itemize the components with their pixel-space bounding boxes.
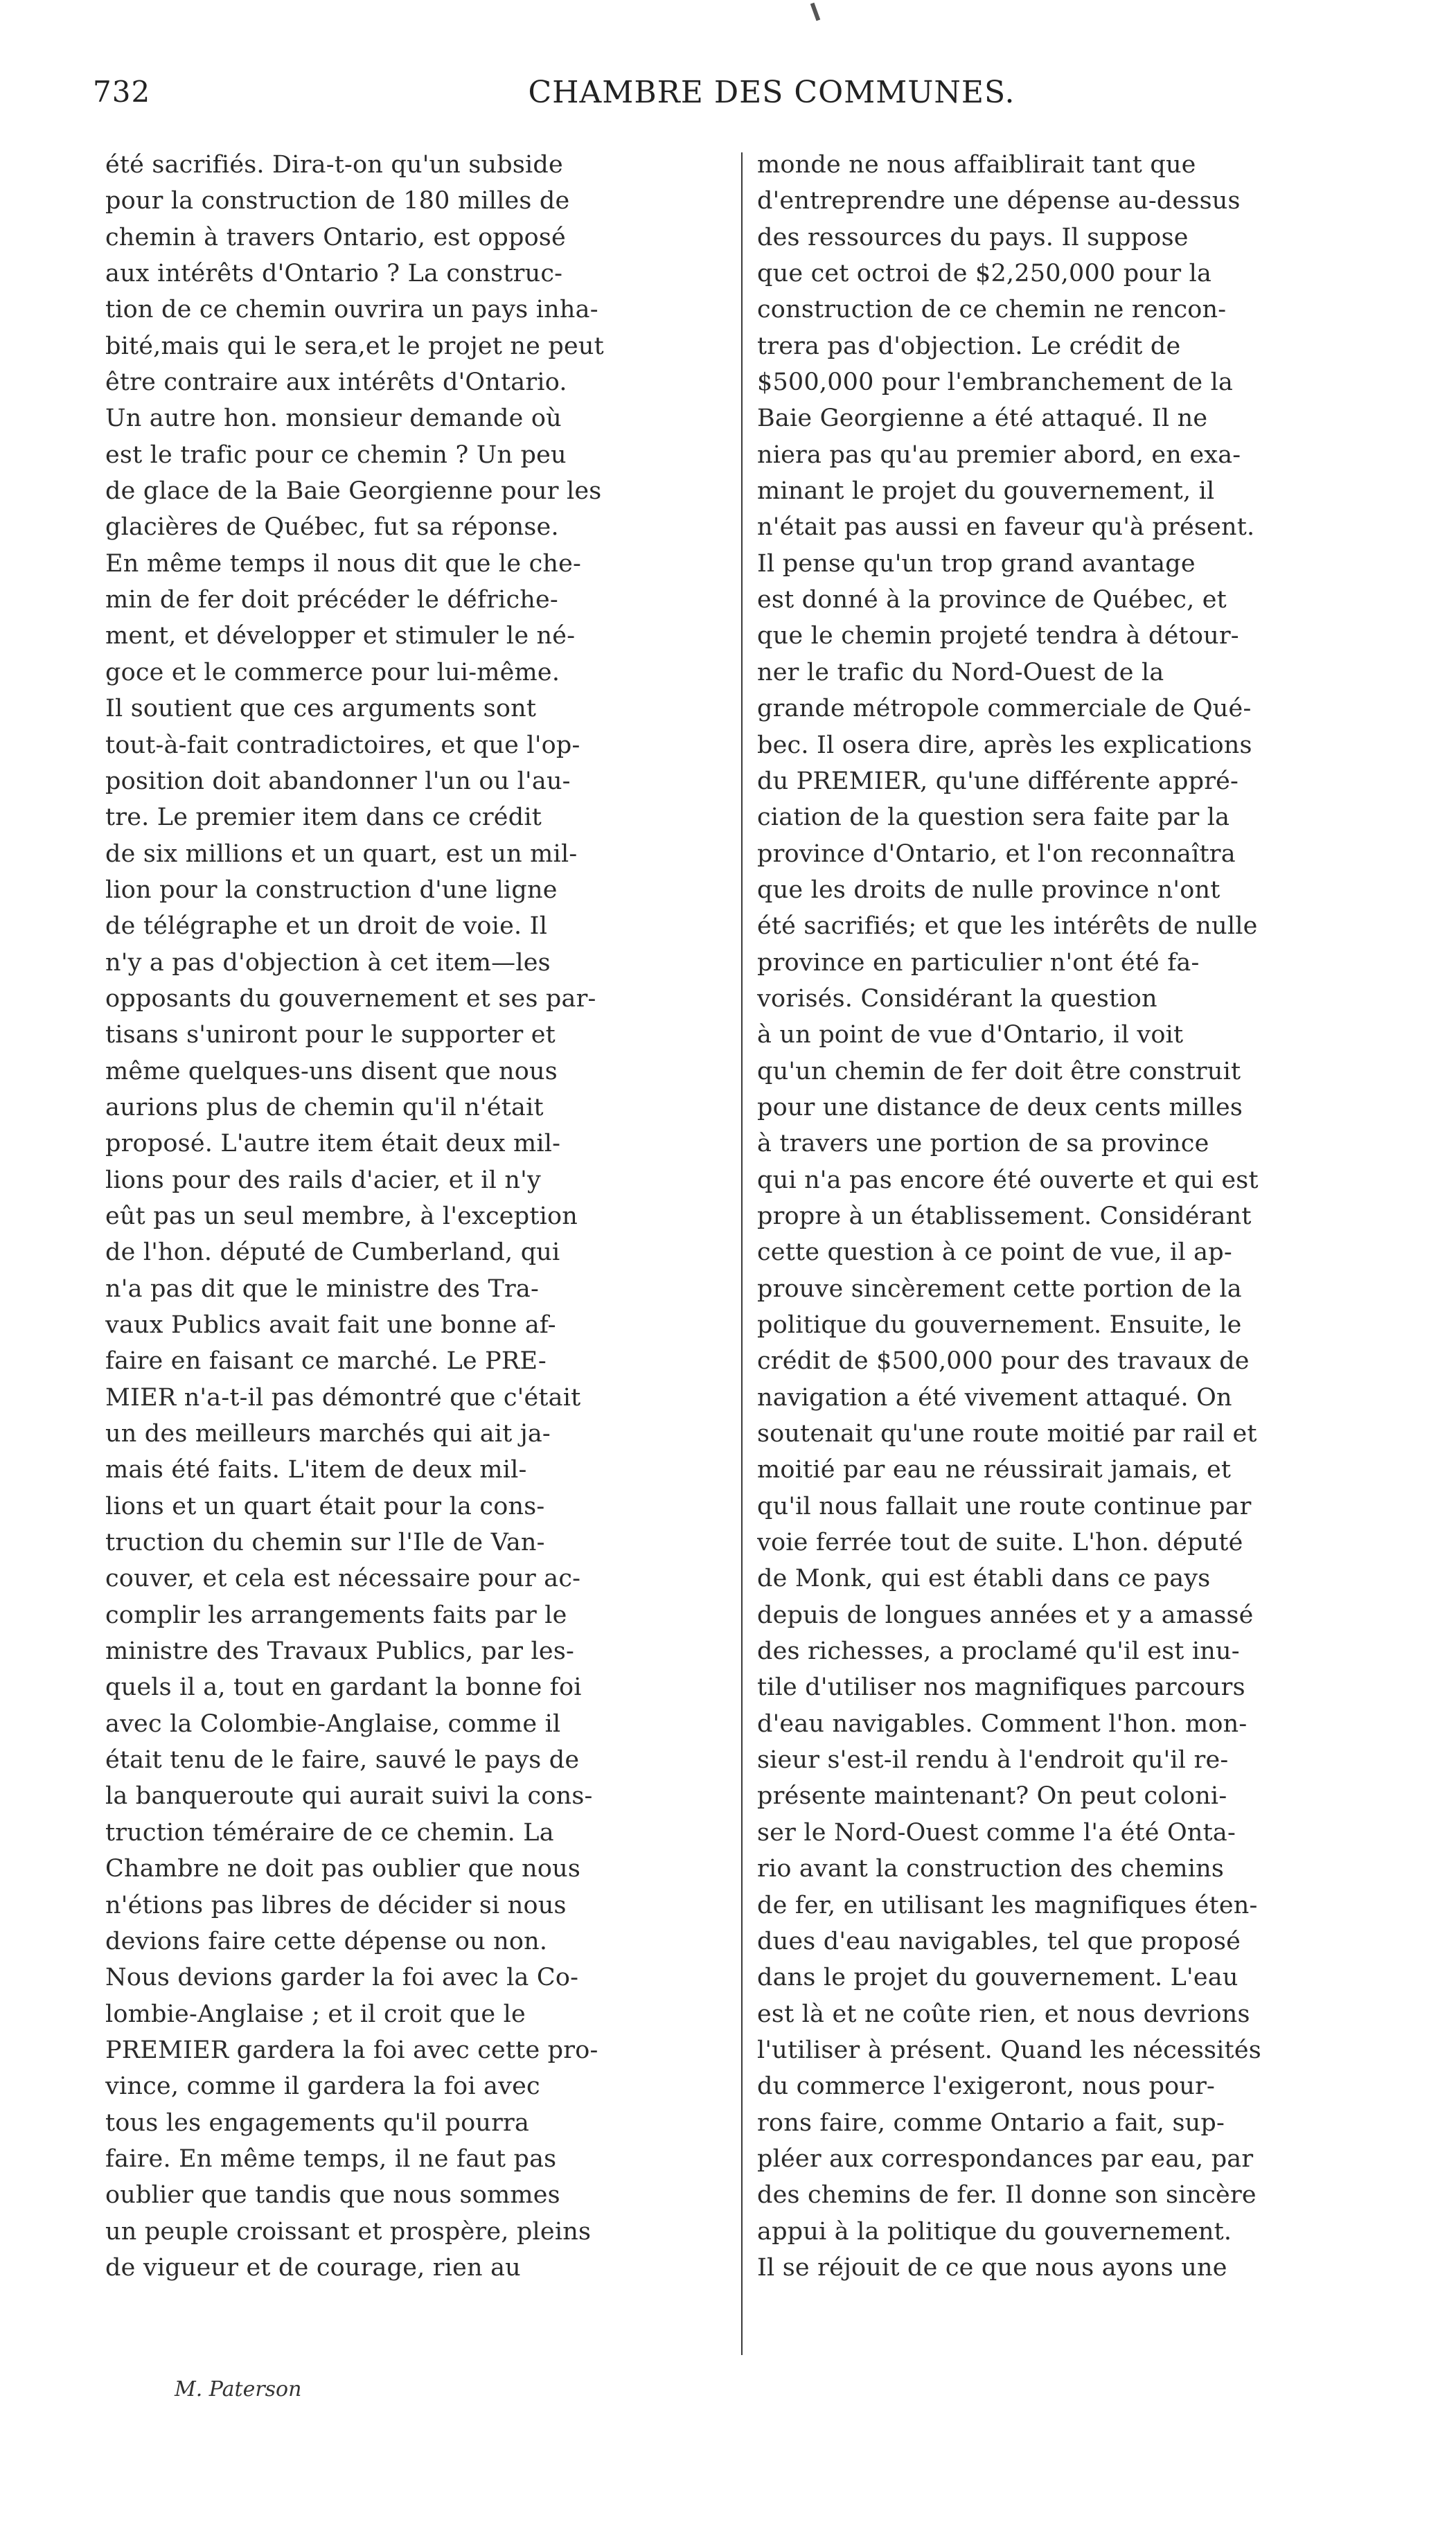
text-line: dues d'eau navigables, tel que proposé [757,1927,1241,1955]
text-line: ner le trafic du Nord-Ouest de la [757,658,1164,686]
text-line: appui à la politique du gouvernement. [757,2217,1232,2246]
text-line: avec la Colombie-Anglaise, comme il [105,1709,561,1738]
page-number: 732 [93,75,151,109]
text-line: lion pour la construction d'une ligne [105,876,558,904]
text-line: la banqueroute qui aurait suivi la cons- [105,1782,593,1811]
text-line: rons faire, comme Ontario a fait, sup- [757,2108,1225,2137]
ink-mark [810,3,821,21]
text-line: un des meilleurs marchés qui ait ja- [105,1420,551,1448]
text-line: n'a pas dit que le ministre des Tra- [105,1275,540,1303]
text-line: goce et le commerce pour lui-même. [105,658,560,686]
text-line: position doit abandonner l'un ou l'au- [105,767,571,795]
text-line: lions pour des rails d'acier, et il n'y [105,1166,541,1194]
text-line: Chambre ne doit pas oublier que nous [105,1855,581,1883]
text-line: à travers une portion de sa province [757,1130,1209,1158]
text-line: propre à un établissement. Considérant [757,1202,1252,1230]
text-line: tile d'utiliser nos magnifiques parcours [757,1673,1245,1702]
text-line: qu'il nous fallait une route continue par [757,1492,1252,1520]
text-line: de l'hon. député de Cumberland, qui [105,1238,560,1267]
text-line: chemin à travers Ontario, est opposé [105,223,566,251]
text-line: être contraire aux intérêts d'Ontario. [105,368,567,397]
text-line: est le trafic pour ce chemin ? Un peu [105,441,567,469]
text-line: de glace de la Baie Georgienne pour les [105,477,602,506]
text-line: crédit de $500,000 pour des travaux de [757,1347,1250,1376]
text-line: voie ferrée tout de suite. L'hon. député [757,1529,1243,1557]
text-line: mais été faits. L'item de deux mil- [105,1456,527,1484]
text-line: bité,mais qui le sera,et le projet ne peut [105,332,604,360]
text-line: vaux Publics avait fait une bonne af- [105,1311,556,1339]
text-line: dans le projet du gouvernement. L'eau [757,1964,1239,1992]
text-line: devions faire cette dépense ou non. [105,1927,548,1955]
text-line: des ressources du pays. Il suppose [757,223,1189,251]
text-line: politique du gouvernement. Ensuite, le [757,1311,1242,1339]
text-line: En même temps il nous dit que le che- [105,549,582,578]
text-line: ciation de la question sera faite par la [757,803,1230,832]
text-line: été sacrifiés. Dira-t-on qu'un subside [105,151,563,179]
left-column [105,147,723,2356]
text-line: ministre des Travaux Publics, par les- [105,1637,575,1666]
text-line: faire. En même temps, il ne faut pas [105,2144,557,2173]
running-title: CHAMBRE DES COMMUNES. [528,75,1015,110]
text-line: PREMIER gardera la foi avec cette pro- [105,2036,598,2064]
text-line: lombie-Anglaise ; et il croit que le [105,2000,526,2028]
text-line: aurions plus de chemin qu'il n'était [105,1093,544,1121]
column-divider [741,152,743,2355]
text-line: de vigueur et de courage, rien au [105,2253,521,2282]
text-line: lions et un quart était pour la cons- [105,1492,545,1520]
text-line: cette question à ce point de vue, il ap- [757,1238,1232,1267]
text-line: tisans s'uniront pour le supporter et [105,1021,556,1049]
text-line: eût pas un seul membre, à l'exception [105,1202,578,1230]
text-line: rio avant la construction des chemins [757,1855,1225,1883]
text-line: Il pense qu'un trop grand avantage [757,549,1196,578]
text-line: prouve sincèrement cette portion de la [757,1275,1242,1303]
text-line: est donné à la province de Québec, et [757,586,1227,614]
text-line: navigation a été vivement attaqué. On [757,1383,1232,1412]
text-line: trera pas d'objection. Le crédit de [757,332,1181,360]
text-line: pour une distance de deux cents milles [757,1093,1243,1121]
text-line: du commerce l'exigeront, nous pour- [757,2072,1216,2101]
text-line: même quelques-uns disent que nous [105,1057,558,1085]
text-line: complir les arrangements faits par le [105,1601,567,1629]
text-line: pour la construction de 180 milles de [105,187,570,215]
text-line: province d'Ontario, et l'on reconnaîtra [757,840,1236,868]
text-line: depuis de longues années et y a amassé [757,1601,1254,1629]
text-line: Il se réjouit de ce que nous ayons une [757,2253,1227,2282]
text-line: oublier que tandis que nous sommes [105,2181,560,2210]
text-line: de six millions et un quart, est un mil- [105,840,578,868]
text-line: soutenait qu'une route moitié par rail et [757,1420,1257,1448]
text-line: du PREMIER, qu'une différente appré- [757,767,1239,795]
text-line: n'était pas aussi en faveur qu'à présent. [757,513,1255,542]
text-line: qui n'a pas encore été ouverte et qui est [757,1166,1259,1194]
text-line: proposé. L'autre item était deux mil- [105,1130,561,1158]
text-line: monde ne nous affaiblirait tant que [757,151,1196,179]
text-line: Il soutient que ces arguments sont [105,695,537,723]
text-line: Baie Georgienne a été attaqué. Il ne [757,405,1208,433]
text-line: ment, et développer et stimuler le né- [105,622,576,650]
text-line: tion de ce chemin ouvrira un pays inha- [105,296,598,324]
text-line: n'y a pas d'objection à cet item—les [105,948,551,977]
text-line: quels il a, tout en gardant la bonne foi [105,1673,582,1702]
text-line: glacières de Québec, fut sa réponse. [105,513,559,542]
text-line: opposants du gouvernement et ses par- [105,984,596,1013]
text-line: bec. Il osera dire, après les explications [757,731,1252,759]
text-line: truction du chemin sur l'Ile de Van- [105,1529,545,1557]
page-header [93,75,1376,123]
text-line: n'étions pas libres de décider si nous [105,1891,567,1919]
text-line: un peuple croissant et prospère, pleins [105,2217,592,2246]
text-line: que cet octroi de $2,250,000 pour la [757,260,1212,288]
text-line: truction téméraire de ce chemin. La [105,1818,554,1847]
text-line: présente maintenant? On peut coloni- [757,1782,1227,1811]
text-line: $500,000 pour l'embranchement de la [757,368,1234,397]
text-line: moitié par eau ne réussirait jamais, et [757,1456,1232,1484]
text-line: pléer aux correspondances par eau, par [757,2144,1254,2173]
text-line: tre. Le premier item dans ce crédit [105,803,542,832]
text-line: niera pas qu'au premier abord, en exa- [757,441,1241,469]
text-line: grande métropole commerciale de Qué- [757,695,1252,723]
text-line: province en particulier n'ont été fa- [757,948,1200,977]
text-line: d'eau navigables. Comment l'hon. mon- [757,1709,1248,1738]
text-line: sieur s'est-il rendu à l'endroit qu'il re- [757,1746,1229,1775]
text-line: minant le projet du gouvernement, il [757,477,1215,506]
text-line: aux intérêts d'Ontario ? La construc- [105,260,563,288]
text-line: vorisés. Considérant la question [757,984,1157,1013]
text-line: était tenu de le faire, sauvé le pays de [105,1746,580,1775]
speaker-note: M. Paterson [175,2377,302,2401]
text-line: de télégraphe et un droit de voie. Il [105,912,548,941]
text-line: couver, et cela est nécessaire pour ac- [105,1565,581,1593]
text-line: vince, comme il gardera la foi avec [105,2072,540,2101]
text-line: à un point de vue d'Ontario, il voit [757,1021,1184,1049]
text-line: que le chemin projeté tendra à détour- [757,622,1239,650]
text-line: MIER n'a-t-il pas démontré que c'était [105,1383,581,1412]
text-line: construction de ce chemin ne rencon- [757,296,1227,324]
text-line: l'utiliser à présent. Quand les nécessités [757,2036,1261,2064]
text-line: que les droits de nulle province n'ont [757,876,1220,904]
text-line: est là et ne coûte rien, et nous devrions [757,2000,1250,2028]
text-line: Un autre hon. monsieur demande où [105,405,562,433]
text-line: de fer, en utilisant les magnifiques éten- [757,1891,1258,1919]
text-line: des chemins de fer. Il donne son sincère [757,2181,1257,2210]
text-line: tout-à-fait contradictoires, et que l'op- [105,731,580,759]
text-line: des richesses, a proclamé qu'il est inu- [757,1637,1240,1666]
text-line: ser le Nord-Ouest comme l'a été Onta- [757,1818,1236,1847]
text-line: faire en faisant ce marché. Le PRE- [105,1347,547,1376]
text-line: tous les engagements qu'il pourra [105,2108,530,2137]
text-line: été sacrifiés; et que les intérêts de nulle [757,912,1258,941]
text-line: d'entreprendre une dépense au-dessus [757,187,1241,215]
text-line: Nous devions garder la foi avec la Co- [105,1964,579,1992]
text-line: qu'un chemin de fer doit être construit [757,1057,1241,1085]
text-line: de Monk, qui est établi dans ce pays [757,1565,1211,1593]
right-column [757,147,1375,2356]
text-line: min de fer doit précéder le défriche- [105,586,558,614]
